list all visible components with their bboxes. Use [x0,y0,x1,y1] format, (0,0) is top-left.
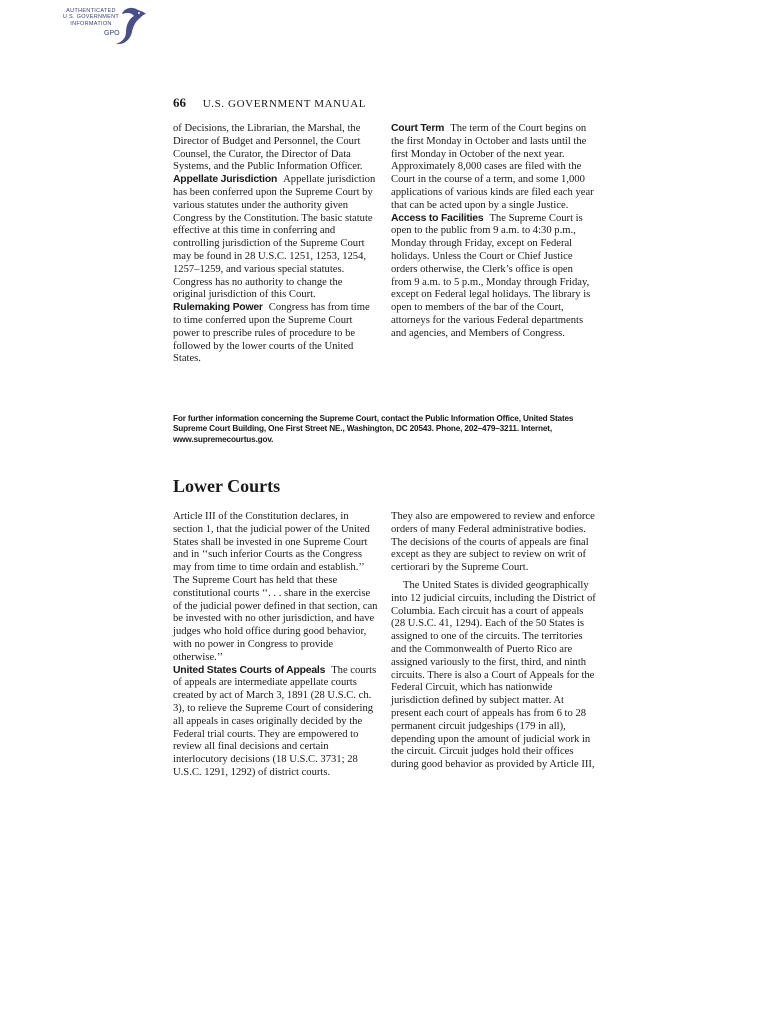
courts-of-appeals-text: The courts of appeals are intermediate appellate courts created by act of March 3, 1891 (28 U.S.C. ch. 3), to relieve the Supreme Court of considering all appeals in cases originally decided by the Federal trial courts. They are empowered to review all final decisions and certain interlocutory decisions (18 U.S.C. 3731; 28 U.S.C. 1291, 1292) of district courts. [173,664,377,778]
running-head [173,95,366,111]
rulemaking-power-paragraph [173,302,378,366]
review-paragraph: They also are empowered to review and enforce orders of many Federal administrative bodies. The decisions of the courts of appeals are final except as they are subject to review on writ of certiorari by the Supreme Court. [391,511,595,574]
gpo-authentication-logo [60,4,150,48]
logo-line: AUTHENTICATED [66,8,116,14]
court-term-paragraph [391,123,596,213]
running-title: U.S. GOVERNMENT MANUAL [202,98,367,110]
continuation-paragraph: of Decisions, the Librarian, the Marshal, the Director of Budget and Personnel, the Court Counsel, the Curator, the Director of Data Systems, and the Public Information Officer. [173,123,363,173]
judicial-circuits-paragraph: The United States is divided geographically into 12 judicial circuits, including the District of Columbia. Each circuit has a court of appeals (28 U.S.C. 41, 1294). Each of the 50 States is assigned to one of the circuits. The territories and the Commonwealth of Puerto Rico are assigned variously to the first, third, and ninth circuits. There is also a Court of Appeals for the Federal Circuit, which has nationwide jurisdiction defined by subject matter. At present each court of appeals has from 6 to 28 permanent circuit judgeships (179 in all), depending upon the amount of judicial work in the circuit. Circuit judges hold their offices during good behavior as provided by Article III, [391,579,596,771]
court-term-heading: Court Term [391,123,445,134]
rulemaking-power-text: Congress has from time to time conferred upon the Supreme Court power to prescribe rules of procedure to be followed by the lower courts of the United States. [173,302,370,365]
eagle-icon [108,4,148,48]
page-number: 66 [173,95,186,110]
access-to-facilities-paragraph [391,213,596,341]
court-term-text: The term of the Court begins on the first Monday in October and lasts until the first Monday in October of the next year. Approximately 8,000 cases are filed with the Court in the course of a term, and some 1,000 applications of various kinds are filed each year that can be acted upon by a single Justice. [391,123,594,211]
access-to-facilities-heading: Access to Facilities [391,212,484,224]
upper-right-column [391,123,596,341]
logo-line: U.S. GOVERNMENT [62,14,120,21]
logo-gpo-text: GPO [104,30,120,37]
logo-line: INFORMATION [70,20,112,27]
upper-left-column [173,123,378,366]
courts-of-appeals-paragraph [173,665,378,780]
courts-of-appeals-heading: United States Courts of Appeals [173,664,326,676]
rulemaking-power-heading: Rulemaking Power [173,302,263,314]
section-title: Lower Courts [173,476,281,496]
lower-right-column [391,511,596,772]
contact-note: For further information concerning the Supreme Court, contact the Public Information Office, United States Supreme Court Building, One First Street NE., Washington, DC 20543. Phone, 202–479–3211. Internet, www.supremecourtus.gov. [173,414,574,444]
appellate-jurisdiction-text: Appellate jurisdiction has been conferred upon the Supreme Court by various statutes under the authority given Congress by the Constitution. The basic statute effective at this time in conferring and controlling jurisdiction of the Supreme Court may be found in 28 U.S.C. 1251, 1253, 1254, 1257–1259, and various special statutes. Congress has no authority to change the original jurisdiction of this Court. [173,174,376,301]
article-three-paragraph: Article III of the Constitution declares, in section 1, that the judicial power of the United States shall be invested in one Supreme Court and in ‘‘such inferior Courts as the Congress may from time to time ordain and establish.’’ The Supreme Court has held that these constitutional courts ‘‘. . . share in the exercise of the judicial power defined in that section, can be invested with no other jurisdiction, and have judges who hold office during good behavior, with no power in Congress to provide otherwise.’’ [173,511,378,663]
access-to-facilities-text: The Supreme Court is open to the public from 9 a.m. to 4:30 p.m., Monday through Friday, except on Federal holidays. Unless the Court or Chief Justice orders otherwise, the Clerk’s office is open from 9 a.m. to 5 p.m., Monday through Friday, except on Federal legal holidays. The library is open to members of the bar of the Court, attorneys for the various Federal departments and agencies, and Members of Congress. [391,212,591,339]
lower-left-column [173,511,378,780]
appellate-jurisdiction-heading: Appellate Jurisdiction [173,174,278,186]
appellate-jurisdiction-paragraph [173,174,378,302]
